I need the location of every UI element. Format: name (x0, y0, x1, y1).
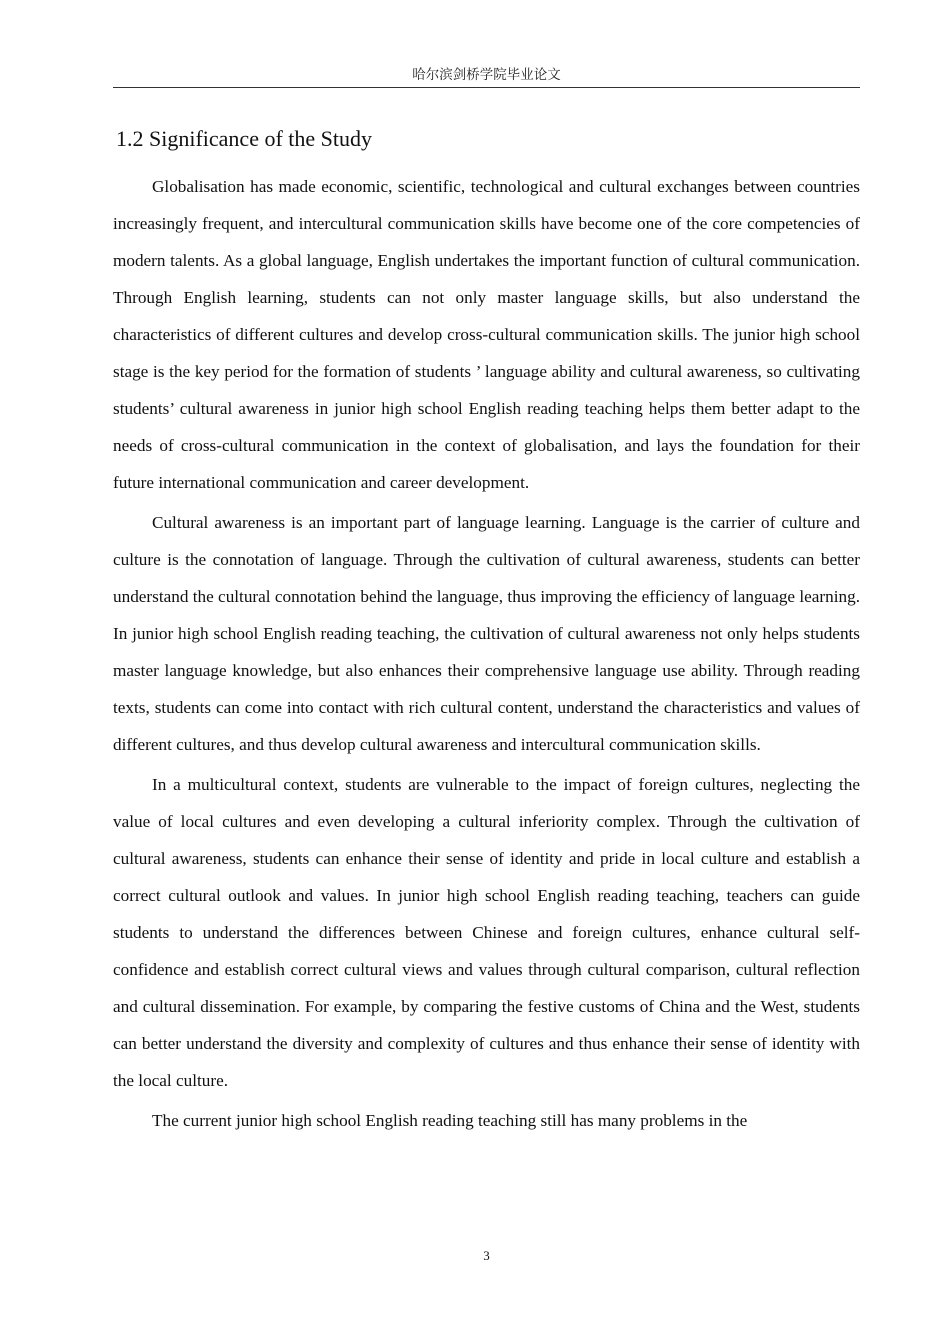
paragraph-1: Globalisation has made economic, scientific, technological and cultural exchanges between countries increasingly frequent, and intercultural communication skills have become one of the core competencies of modern talents. As a global language, English undertakes the important function of cultural communication. Through English learning, students can not only master language skills, but also understand the characteristics of different cultures and develop cross-cultural communication skills. The junior high school stage is the key period for the formation of students ’ language ability and cultural awareness, so cultivating students’ cultural awareness in junior high school English reading teaching helps them better adapt to the needs of cross-cultural communication in the context of globalisation, and lays the foundation for their future international communication and career development. (113, 177, 860, 492)
paragraph-4: The current junior high school English reading teaching still has many problems in the (152, 1111, 748, 1130)
header-divider (113, 87, 860, 88)
running-header: 哈尔滨剑桥学院毕业论文 (412, 67, 561, 83)
paragraph-2: Cultural awareness is an important part of language learning. Language is the carrier of culture and culture is the connotation of language. Through the cultivation of cultural awareness, students can better understand the cultural connotation behind the language, thus improving the efficiency of language learning. In junior high school English reading teaching, the cultivation of cultural awareness not only helps students master language knowledge, but also enhances their comprehensive language use ability. Through reading texts, students can come into contact with rich cultural content, understand the characteristics and values of different cultures, and thus develop cultural awareness and intercultural communication skills. (113, 513, 860, 754)
section-heading: 1.2 Significance of the Study (116, 126, 373, 151)
paragraph-3: In a multicultural context, students are vulnerable to the impact of foreign cultures, neglecting the value of local cultures and even developing a cultural inferiority complex. Through the cultivation of cultural awareness, students can enhance their sense of identity and pride in local culture and establish a correct cultural outlook and values. In junior high school English reading teaching, teachers can guide students to understand the differences between Chinese and foreign cultures, enhance cultural self-confidence and establish correct cultural views and values through cultural comparison, cultural reflection and cultural dissemination. For example, by comparing the festive customs of China and the West, students can better understand the diversity and complexity of cultures and thus enhance their sense of identity with the local culture. (113, 775, 860, 1090)
page-number: 3 (483, 1248, 490, 1263)
body-text (113, 168, 860, 1142)
